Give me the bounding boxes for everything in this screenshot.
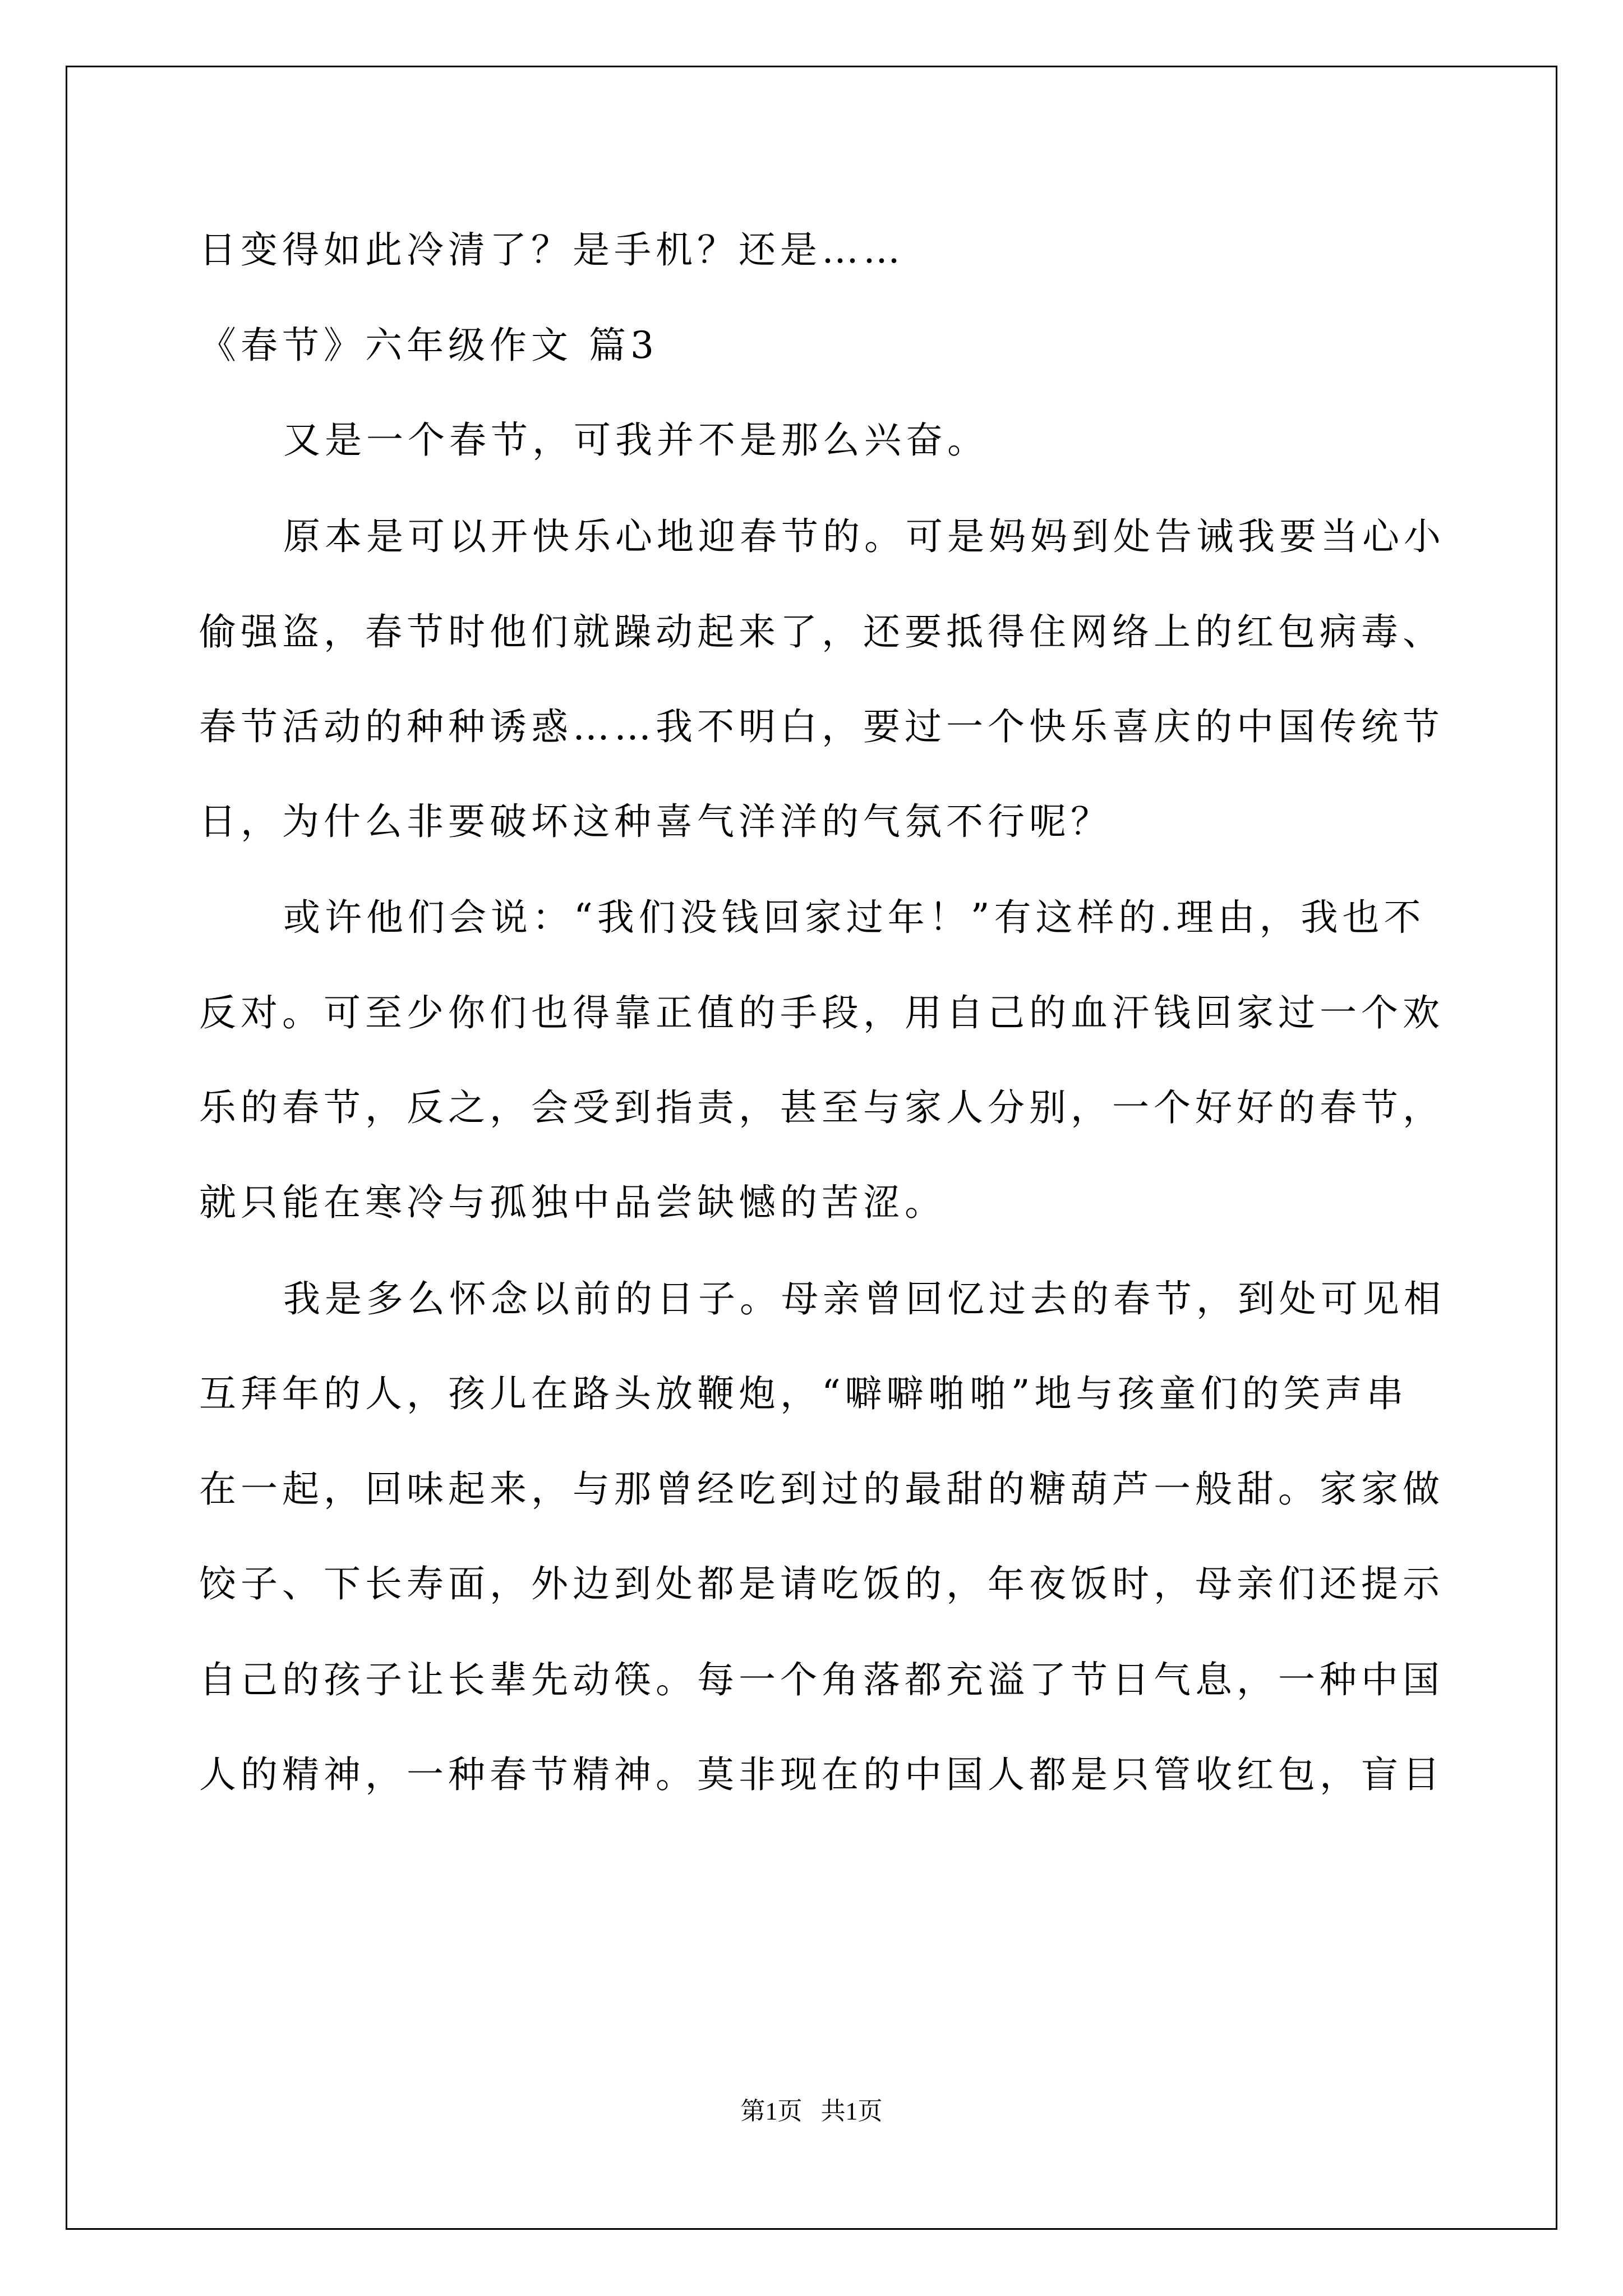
paragraph-line: 原本是可以开快乐心地迎春节的。可是妈妈到处告诫我要当心小 — [283, 515, 1445, 558]
paragraph-line: 又是一个春节，可我并不是那么兴奋。 — [283, 418, 989, 462]
paragraph-line: 饺子、下长寿面，外边到处都是请吃饭的，年夜饭时，母亲们还提示 — [199, 1562, 1444, 1605]
paragraph-line: 自己的孩子让长辈先动筷。每一个角落都充溢了节日气息，一种中国 — [199, 1658, 1444, 1701]
text-line: 日变得如此冷清了？是手机？还是…… — [199, 228, 905, 272]
paragraph-line: 反对。可至少你们也得靠正值的手段，用自己的血汗钱回家过一个欢 — [199, 991, 1444, 1034]
page-number: 第1页 共1页 — [740, 2097, 883, 2125]
paragraph-line: 就只能在寒冷与孤独中品尝缺憾的苦涩。 — [199, 1181, 946, 1224]
paragraph-line: 乐的春节，反之，会受到指责，甚至与家人分别，一个好好的春节， — [199, 1086, 1444, 1129]
paragraph-line: 日，为什么非要破坏这种喜气洋洋的气氛不行呢？ — [199, 800, 1112, 843]
paragraph-line: 偷强盗，春节时他们就躁动起来了，还要抵得住网络上的红包病毒、 — [199, 610, 1444, 654]
paragraph-line: 人的精神，一种春节精神。莫非现在的中国人都是只管收红包，盲目 — [199, 1753, 1444, 1796]
paragraph-line: 春节活动的种种诱惑……我不明白，要过一个快乐喜庆的中国传统节 — [199, 705, 1444, 748]
page-border — [66, 66, 1557, 2230]
paragraph-line: 在一起，回味起来，与那曾经吃到过的最甜的糖葫芦一般甜。家家做 — [199, 1467, 1444, 1511]
paragraph-line: 互拜年的人，孩儿在路头放鞭炮，“噼噼啪啪”地与孩童们的笑声串 — [199, 1372, 1408, 1415]
paragraph-line: 我是多么怀念以前的日子。母亲曾回忆过去的春节，到处可见相 — [283, 1277, 1445, 1320]
paragraph-line: 或许他们会说：“我们没钱回家过年！”有这样的.理由，我也不 — [283, 896, 1426, 939]
section-heading: 《春节》六年级作文 篇3 — [199, 324, 658, 367]
